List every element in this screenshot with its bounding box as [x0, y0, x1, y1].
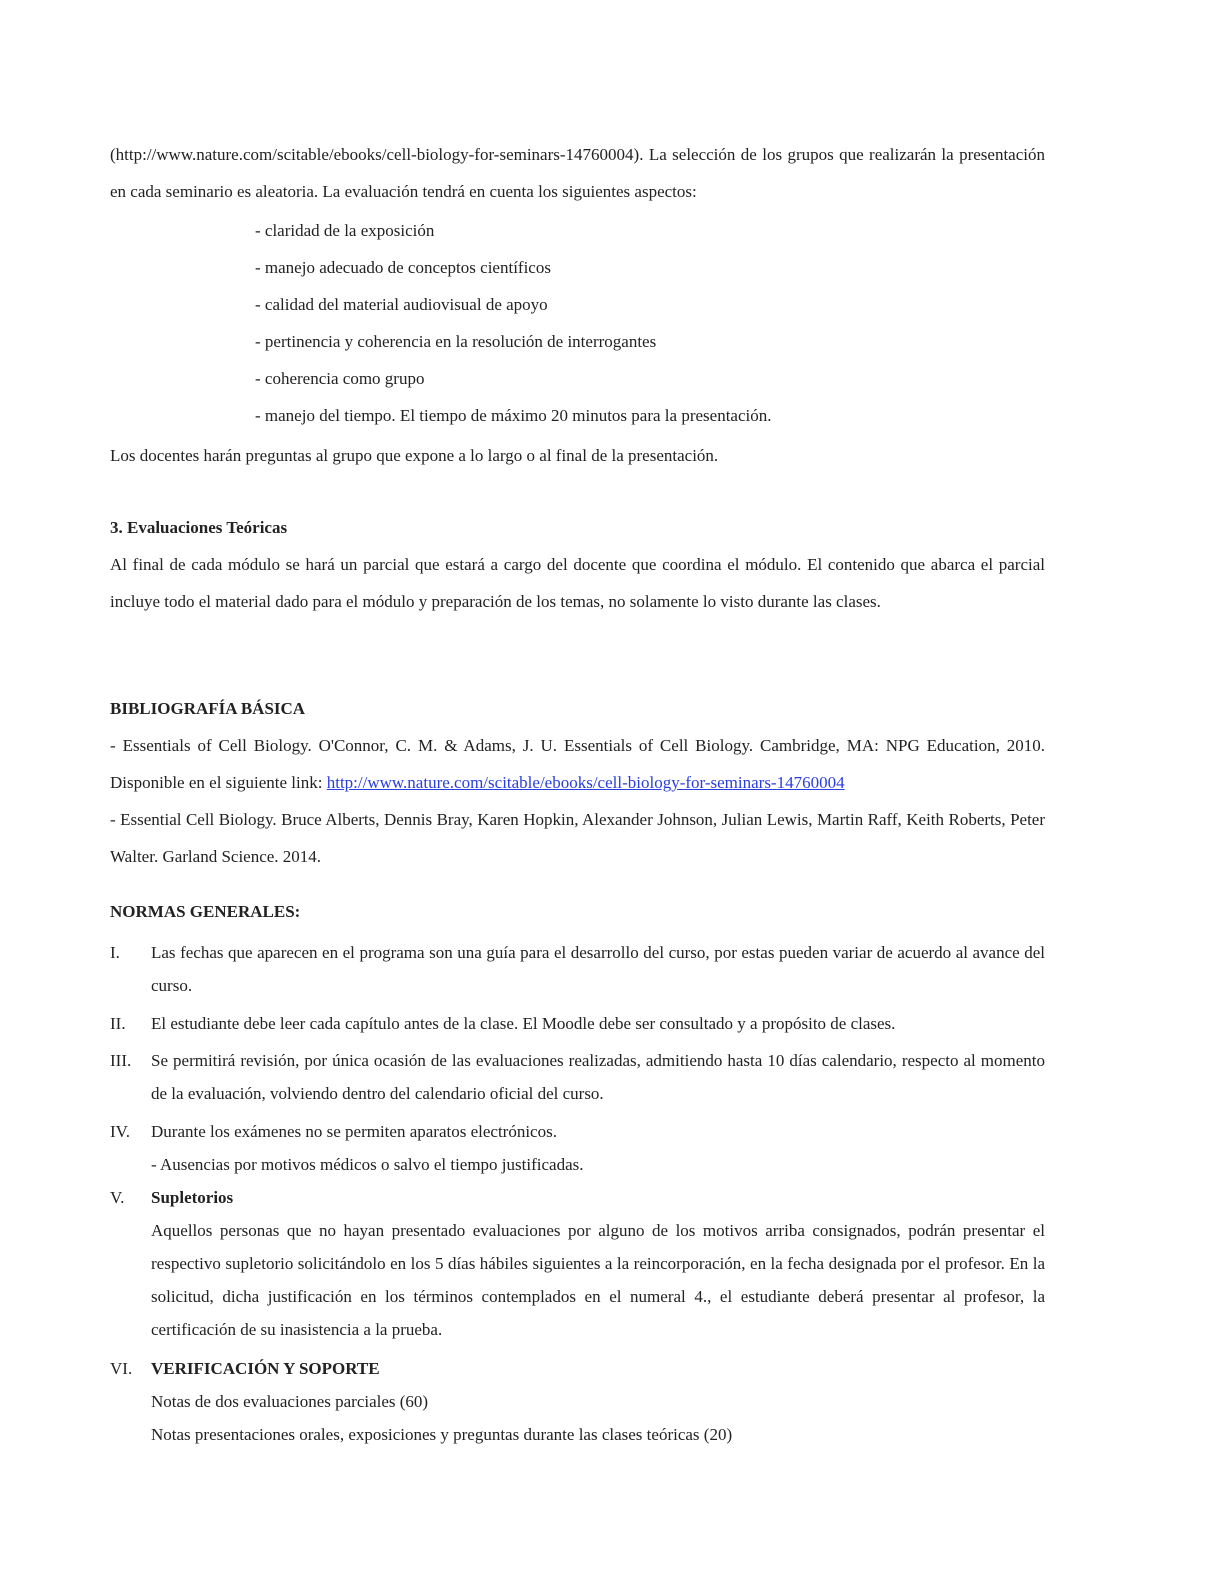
theory-heading: 3. Evaluaciones Teóricas: [110, 518, 288, 537]
bibliography-entry-2: - Essential Cell Biology. Bruce Alberts, Dennis Bray, Karen Hopkin, Alexander Johnson, Julian Lewis, Martin Raff, Keith Roberts, Peter Walter. Garland Science. 2014.: [110, 810, 1045, 866]
rule-number: IV.: [110, 1122, 130, 1141]
rule-text: Se permitirá revisión, por única ocasión de las evaluaciones realizadas, admitiendo hasta 10 días calendario, respecto al momento de la evaluación, volviendo dentro del calendario oficial del curso.: [151, 1051, 1045, 1103]
criteria-item: - calidad del material audiovisual de apoyo: [255, 295, 548, 314]
rule-text: El estudiante debe leer cada capítulo antes de la clase. El Moodle debe ser consultado y a propósito de clases.: [151, 1014, 896, 1033]
rule-item: [151, 1007, 1045, 1040]
rule-item: [151, 1044, 1045, 1110]
rule-item: [151, 1352, 1045, 1451]
criteria-item: - coherencia como grupo: [255, 369, 425, 388]
rule-item: [151, 1181, 1045, 1346]
rule-text: Durante los exámenes no se permiten aparatos electrónicos.: [151, 1122, 557, 1141]
criteria-item: - manejo adecuado de conceptos científicos: [255, 258, 551, 277]
rule-number: III.: [110, 1051, 132, 1070]
rule-item: [151, 936, 1045, 1002]
intro-closing: Los docentes harán preguntas al grupo que expone a lo largo o al final de la presentación.: [110, 446, 719, 465]
rule-number: VI.: [110, 1359, 133, 1378]
criteria-item: - pertinencia y coherencia en la resolución de interrogantes: [255, 332, 657, 351]
rule-text: VERIFICACIÓN Y SOPORTE: [151, 1359, 380, 1378]
rule-number: V.: [110, 1188, 125, 1207]
bibliography-heading: BIBLIOGRAFÍA BÁSICA: [110, 699, 306, 718]
intro-paragraph: (http://www.nature.com/scitable/ebooks/cell-biology-for-seminars-14760004). La selección de los grupos que realizarán la presentación en cada seminario es aleatoria. La evaluación tendrá en cuenta los siguientes aspectos:: [110, 145, 1045, 201]
rule-text: Supletorios: [151, 1188, 234, 1207]
rule-subtext: Aquellos personas que no hayan presentado evaluaciones por alguno de los motivos arriba consignados, podrán presentar el respectivo supletorio solicitándolo en los 5 días hábiles siguientes a la reincorporación, en la fecha designada por el profesor. En la solicitud, dicha justificación en los términos contemplados en el numeral 4., el estudiante deberá presentar al profesor, la certificación de su inasistencia a la prueba.: [151, 1221, 1045, 1339]
bibliography-entry-1: [110, 727, 1045, 801]
rule-number: I.: [110, 943, 120, 962]
bibliography-entry-text: - Essentials of Cell Biology. O'Connor, C. M. & Adams, J. U. Essentials of Cell Biology. Cambridge, MA: NPG Education, 2010. Disponible en el siguiente link:: [110, 736, 1045, 792]
rule-number: II.: [110, 1014, 126, 1033]
rule-subtext: - Ausencias por motivos médicos o salvo el tiempo justificadas.: [151, 1155, 584, 1174]
criteria-list: [255, 212, 1045, 434]
criteria-item: - claridad de la exposición: [255, 221, 435, 240]
rule-text: Las fechas que aparecen en el programa son una guía para el desarrollo del curso, por estas pueden variar de acuerdo al avance del curso.: [151, 943, 1045, 995]
bibliography-link[interactable]: http://www.nature.com/scitable/ebooks/cell-biology-for-seminars-14760004: [326, 773, 845, 792]
criteria-item: - manejo del tiempo. El tiempo de máximo 20 minutos para la presentación.: [255, 406, 772, 425]
rules-heading: NORMAS GENERALES:: [110, 902, 301, 921]
theory-paragraph: Al final de cada módulo se hará un parcial que estará a cargo del docente que coordina el módulo. El contenido que abarca el parcial incluye todo el material dado para el módulo y preparación de los temas, no solamente lo visto durante las clases.: [110, 555, 1045, 611]
rule-item: [151, 1115, 1045, 1181]
rule-subtext: Notas de dos evaluaciones parciales (60): [151, 1392, 429, 1411]
rule-subtext: Notas presentaciones orales, exposiciones y preguntas durante las clases teóricas (20): [151, 1425, 733, 1444]
